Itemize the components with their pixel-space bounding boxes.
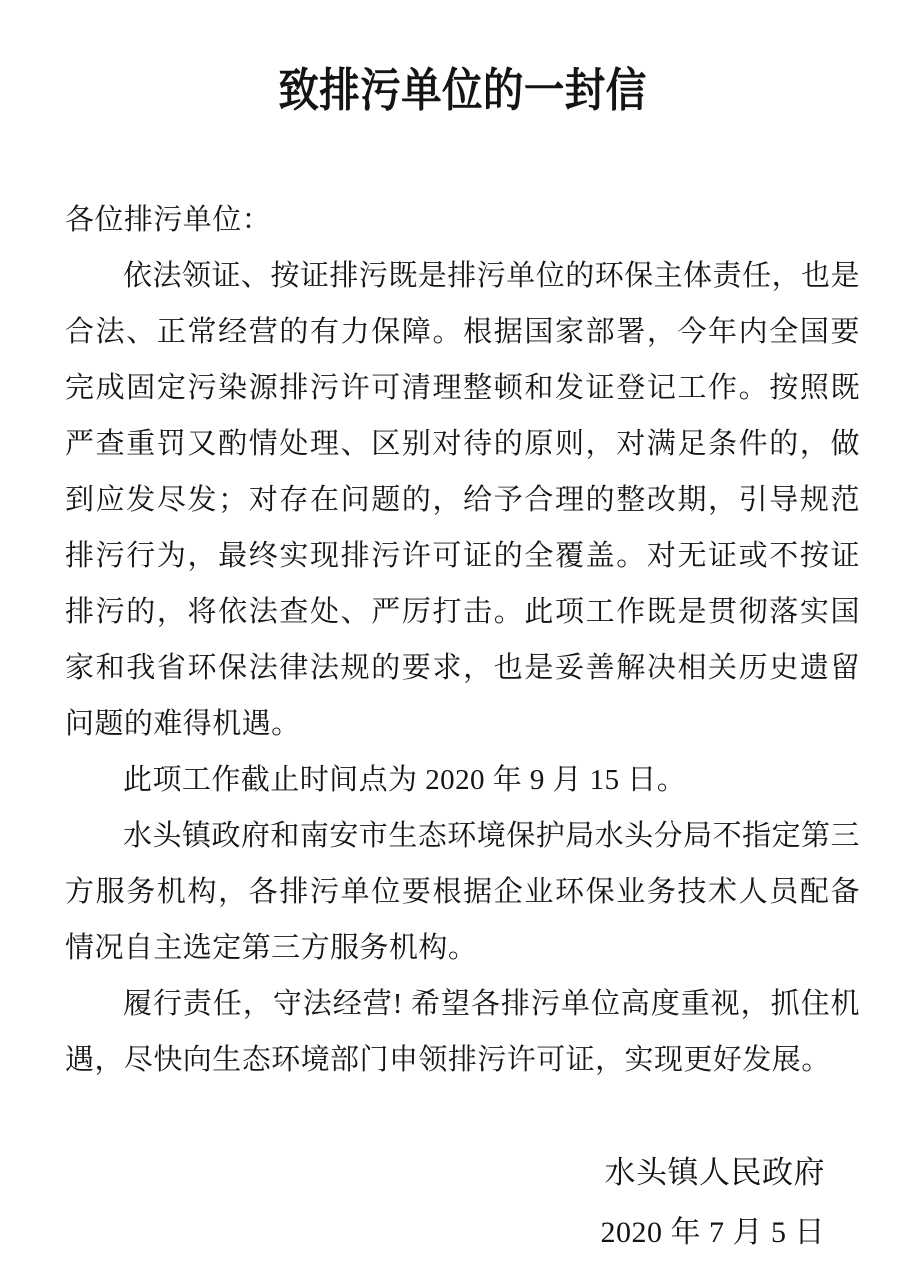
paragraph-call-to-action: 履行责任，守法经营! 希望各排污单位高度重视，抓住机遇，尽快向生态环境部门申领排污许可证，实现更好发展。 <box>65 988 860 1076</box>
signature-name: 水头镇人民政府 <box>604 1155 825 1190</box>
signature-block <box>65 1145 825 1261</box>
salutation: 各位排污单位： <box>65 204 272 236</box>
paragraph-deadline: 此项工作截止时间点为 2020 年 9 月 15 日。 <box>123 764 687 796</box>
signature-date: 2020 年 7 月 5 日 <box>600 1216 825 1249</box>
paragraph-third-party-agency: 水头镇政府和南安市生态环境保护局水头分局不指定第三方服务机构，各排污单位要根据企业环保业务技术人员配备情况自主选定第三方服务机构。 <box>65 820 860 964</box>
paragraph-policy-overview: 依法领证、按证排污既是排污单位的环保主体责任，也是合法、正常经营的有力保障。根据国家部署，今年内全国要完成固定污染源排污许可清理整顿和发证登记工作。按照既严查重罚又酌情处理、区别对待的原则，对满足条件的，做到应发尽发；对存在问题的，给予合理的整改期，引导规范排污行为，最终实现排污许可证的全覆盖。对无证或不按证排污的，将依法查处、严厉打击。此项工作既是贯彻落实国家和我省环保法律法规的要求，也是妥善解决相关历史遗留问题的难得机遇。 <box>65 260 860 740</box>
page-title: 致排污单位的一封信 <box>278 64 647 116</box>
